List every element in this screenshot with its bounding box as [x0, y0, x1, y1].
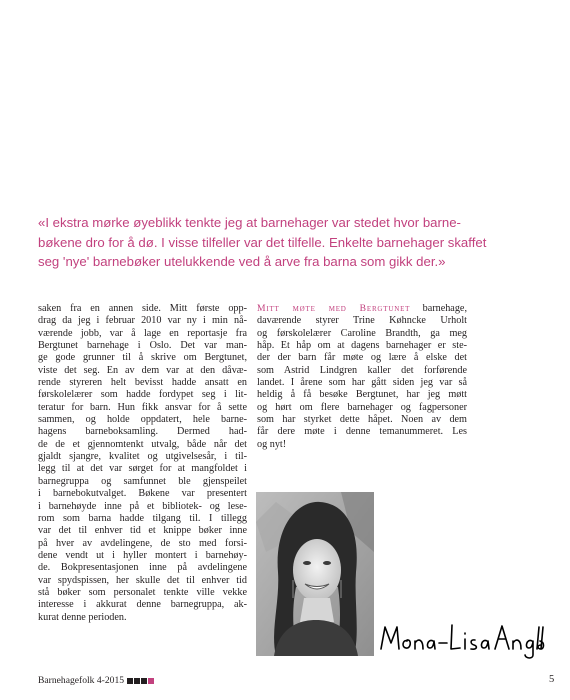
body-line: var spydspissen, her skulle det til enhver tid [38, 574, 247, 586]
body-line: legg til at det var sørget for at mangfoldet i [38, 463, 247, 475]
body-line: får dere møte i denne temanummeret. Les [257, 426, 467, 438]
body-line: var det til enhver tid et knippe bøker inne [38, 525, 247, 537]
body-line: rende styreren helt bevisst hadde ansatt en [38, 377, 247, 389]
signature [377, 619, 547, 659]
body-line: saken fra en annen side. Mitt første opp- [38, 303, 247, 314]
body-line: sammen, og holde oppdatert, hele barne- [38, 414, 247, 426]
pullquote [38, 213, 538, 272]
body-line: heldig å få besøke Bergtunet, har jeg møtt [257, 389, 467, 401]
body-line: håp. Et håp om at dagens barnehager er ste- [257, 340, 467, 352]
body-line: landet. I årene som har gått siden jeg var så [257, 377, 467, 389]
author-photo [256, 492, 374, 656]
body-line: rom som barna hadde tilgang til. I tillegg [38, 512, 247, 524]
body-line: dene vendt ut i hyller montert i barnehøy- [38, 549, 247, 561]
body-line: kurat denne perioden. [38, 611, 127, 623]
body-line: ge gode grunner til å skrive om Bergtunet, [38, 352, 247, 364]
publication-name: Barnehagefolk 4-2015 [38, 675, 125, 686]
body-line: i barnebokutvalget. Bøkene var presentert [38, 488, 247, 500]
body-line: der der barn får møte og lære å elske det [257, 352, 467, 364]
body-line: de. Bokpresentasjonen inne på avdelingene [38, 562, 247, 574]
body-line: de de et gjennomtenkt utvalg, både når det [38, 438, 247, 450]
footer-squares [127, 678, 154, 684]
square-icon [148, 678, 154, 684]
page-number: 5 [549, 674, 555, 685]
body-line: interesse i akkurat denne barnegruppa, ak- [38, 599, 247, 611]
body-line: og hørt om flere barnehager og fagpersoner [257, 401, 467, 413]
body-line: drag da jeg i februar 2010 var ny i min nå- [38, 315, 247, 327]
author-photo-illustration [256, 492, 374, 656]
body-line: førskolelærer som hadde fordypet seg i lit- [38, 389, 247, 401]
lead-in-rest: barnehage, [410, 303, 467, 314]
square-icon [127, 678, 133, 684]
pullquote-line: «I ekstra mørke øyeblikk tenkte jeg at barnehager var stedet hvor barne- [38, 215, 461, 230]
body-line: som har styrket dette håpet. Noen av dem [257, 414, 467, 426]
lead-in: Mitt møte med Bergtunet [257, 303, 411, 314]
body-line: barnegruppa og samfunnet ble gjenspeilet [38, 475, 247, 487]
body-line: stå bøker som personalet tenkte ville vekke [38, 586, 247, 598]
body-line: og nyt! [257, 438, 287, 450]
square-icon [134, 678, 140, 684]
body-line: i barnehøyde inne på et bibliotek- og lese- [38, 500, 247, 512]
body-line: hagens barneboksamling. Dermed had- [38, 426, 247, 438]
footer [38, 675, 154, 687]
body-line: gjaldt sjangre, kvalitet og utgivelsesår, i til- [38, 451, 247, 463]
body-line: Bergtunet barnehage i Oslo. Det var man- [38, 340, 247, 352]
pullquote-line: seg 'nye' barnebøker utelukkende ved å arve fra barna som gikk der.» [38, 254, 446, 269]
body-line: daværende styrer Trine Køhncke Urholt [257, 315, 467, 327]
body-line: og førskolelærer Caroline Brandth, ga meg [257, 327, 467, 339]
pullquote-line: bøkene dro for å dø. I visse tilfeller var det tilfelle. Enkelte barnehager skaffet [38, 234, 487, 250]
square-icon [141, 678, 147, 684]
right-text-column [257, 303, 467, 451]
left-text-column [38, 303, 247, 624]
body-line: som Astrid Lindgren kaller det forførende [257, 364, 467, 376]
body-line: viste det seg. En av dem var at den dåvæ- [38, 364, 247, 376]
body-line-first [257, 303, 467, 315]
body-line: på hver av avdelingene, de sto med forsi- [38, 537, 247, 549]
body-line: værende jobb, var å lage en reportasje fra [38, 327, 247, 339]
body-line: teratur for barn. Hun fikk ansvar for å sette [38, 401, 247, 413]
